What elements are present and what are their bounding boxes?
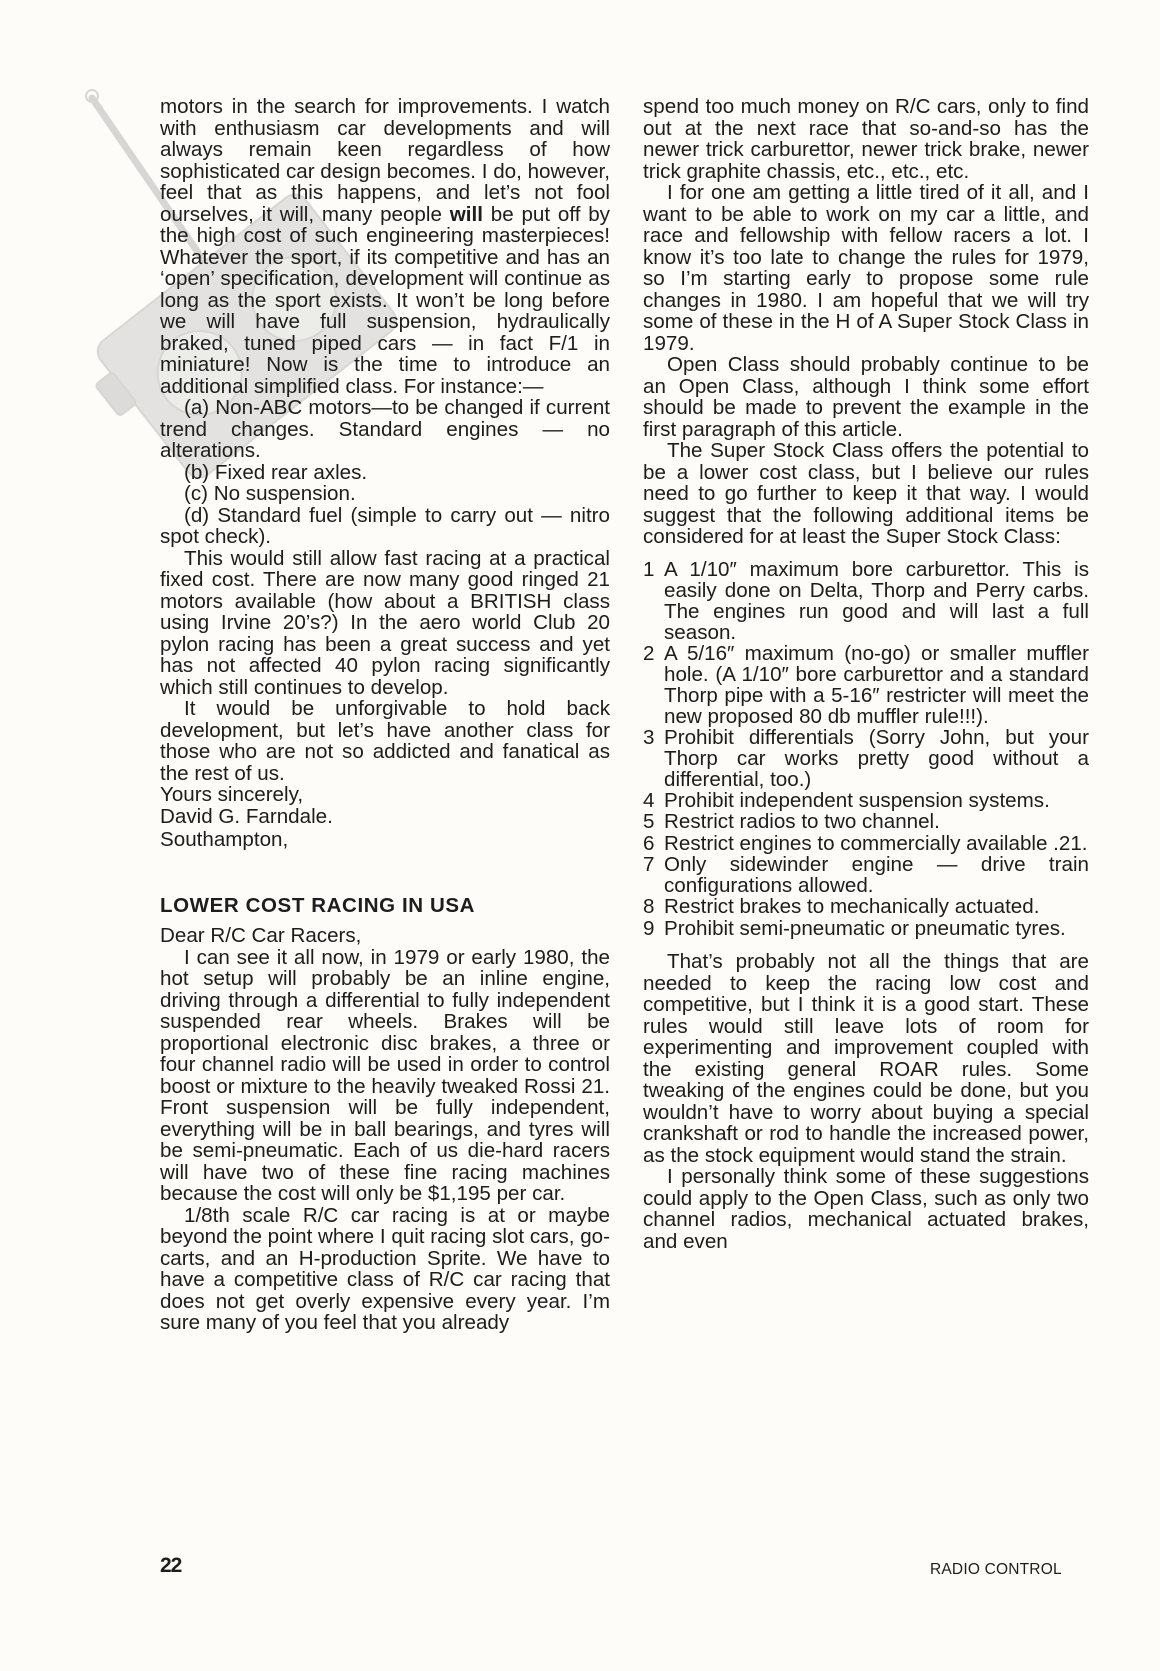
letter2-paragraph: Open Class should probably continue to be an Open Class, although I think some effort should be made to prevent the example in the first paragraph of this article. — [643, 353, 1089, 441]
letter2-paragraph: I personally think some of these suggestions could apply to the Open Class, such as only two channel radios, mechanical actuated brakes, and even — [643, 1165, 1089, 1253]
article-heading: LOWER COST RACING IN USA — [160, 893, 476, 917]
rule-number: 2 — [643, 641, 655, 665]
letter1-closing-paragraph: It would be unforgivable to hold back development, but let’s have another class for those who are not so addicted and fanatical as the rest of us. — [160, 697, 610, 785]
rule-number: 3 — [643, 725, 655, 749]
letter1-item: (d) Standard fuel (simple to carry out — nitro spot check). — [160, 503, 610, 548]
letter1-location: Southampton, — [160, 828, 289, 851]
letter2-paragraph: spend too much money on R/C cars, only to find out at the next race that so-and-so has the newer trick carburettor, newer trick brake, newer trick graphite chassis, etc., etc., etc. — [643, 95, 1089, 183]
letter1-item: (c) No suspension. — [184, 482, 356, 505]
rule-item — [643, 833, 1089, 855]
letter1-item: (a) Non-ABC motors—to be changed if current trend changes. Standard engines — no alterations. — [160, 396, 610, 462]
letter1-text-a: motors in the search for improvements. I watch with enthusiasm car developments and will always remain keen regardless of how sophisticated car design becomes. I do, however, feel that as this happens, and let’s not fool ourselves, it will, many people — [160, 95, 610, 226]
rule-number: 6 — [643, 831, 655, 855]
proposed-rules-list — [643, 559, 1089, 940]
letter1-item: (b) Fixed rear axles. — [184, 460, 368, 484]
rule-text: A 5/16″ maximum (no-go) or smaller muffler hole. (A 1/10″ bore carburettor and a standard Thorp pipe with a 5-16″ restricter will meet the new proposed 80 db muffler rule!!!). — [664, 641, 1089, 728]
rule-text: A 1/10″ maximum bore carburettor. This is easily done on Delta, Thorp and Perry carbs. The engines run good and will last a full season. — [664, 557, 1089, 644]
rule-item — [643, 643, 1089, 727]
letter2-paragraph: The Super Stock Class offers the potential to be a lower cost class, but I believe our rules need to go further to keep it that way. I would suggest that the following additional items be considered for at least the Super Stock Class: — [643, 439, 1089, 548]
letter2-paragraph: That’s probably not all the things that are needed to keep the racing low cost and competitive, but I think it is a good start. These rules would still leave lots of room for experimenting and improvement coupled with the existing general ROAR rules. Some tweaking of the engines could be done, but you wouldn’t have to worry about buying a special crankshaft or rod to handle the increased power, as the stock equipment would stand the strain. — [643, 950, 1089, 1167]
letter2-paragraph: I can see it all now, in 1979 or early 1980, the hot setup will probably be an inline engine, driving through a differential to fully independent suspended rear wheels. Brakes will be proportional electronic disc brakes, a three or four channel radio will be used in order to control boost or mixture to the heavily tweaked Rossi 21. Front suspension will be fully independent, everything will be in ball bearings, and tyres will be semi-pneumatic. Each of us die-hard racers will have two of these fine racing machines because the cost will only be $1,195 per car. — [160, 945, 610, 1205]
rule-item — [643, 854, 1089, 896]
rule-item — [643, 918, 1089, 940]
rule-number: 7 — [643, 853, 655, 876]
rule-item — [643, 559, 1089, 643]
rule-number: 5 — [643, 810, 655, 833]
rule-text: Prohibit differentials (Sorry John, but your Thorp car works pretty good without a differential, too.) — [664, 725, 1089, 791]
magazine-title: RADIO CONTROL — [930, 1561, 1062, 1578]
left-column — [160, 96, 610, 1334]
rule-number: 8 — [643, 895, 655, 918]
letter2-paragraph: I for one am getting a little tired of it all, and I want to be able to work on my car a little, and race and fellowship with fellow racers a lot. I know it’s too late to change the rules for 1979, so I’m starting early to propose some rule changes in 1980. I am hopeful that we will try some of these in the H of A Super Stock Class in 1979. — [643, 181, 1089, 355]
rule-text: Only sidewinder engine — drive train configurations allowed. — [664, 853, 1089, 897]
letter1-closing-paragraph: This would still allow fast racing at a practical fixed cost. There are now many good ringed 21 motors available (how about a BRITISH class using Irvine 20’s?) In the aero world Club 20 pylon racing has been a great success and yet has not affected 40 pylon racing significantly which still continues to develop. — [160, 546, 610, 699]
rule-item — [643, 811, 1089, 833]
letter1-sign-off: Yours sincerely, — [160, 783, 304, 806]
letter1-paragraph — [160, 96, 610, 397]
rule-text: Restrict brakes to mechanically actuated. — [664, 895, 1040, 918]
rule-number: 9 — [643, 916, 655, 940]
rule-text: Restrict engines to commercially available .21. — [664, 831, 1088, 855]
letter1-text-b: be put off by the high cost of such engineering masterpieces! Whatever the sport, if its competitive and has an ‘open’ specification, development will continue as long as the sport exists. It won’t be long before we will have full suspension, hydraulically braked, tuned piped cars — in fact F/1 in miniature! Now is the time to introduce an additional simplified class. For instance:— — [160, 202, 610, 398]
rule-text: Prohibit semi-pneumatic or pneumatic tyres. — [664, 916, 1066, 940]
rule-number: 1 — [643, 557, 655, 581]
rule-text: Prohibit independent suspension systems. — [664, 788, 1050, 812]
letter2-salutation: Dear R/C Car Racers, — [160, 924, 362, 947]
letter1-author: David G. Farndale. — [160, 804, 333, 828]
letter1-emphasis: will — [449, 202, 483, 226]
rule-item — [643, 896, 1089, 918]
page-number: 22 — [160, 1554, 182, 1577]
letter2-paragraph: 1/8th scale R/C car racing is at or maybe beyond the point where I quit racing slot cars, go-carts, and an H-production Sprite. We have to have a competitive class of R/C car racing that does not get overly expensive every year. I’m sure many of you feel that you already — [160, 1203, 610, 1334]
right-column — [643, 96, 1089, 1252]
rule-item — [643, 790, 1089, 812]
rule-text: Restrict radios to two channel. — [664, 810, 940, 833]
rule-number: 4 — [643, 788, 655, 812]
rule-item — [643, 727, 1089, 790]
